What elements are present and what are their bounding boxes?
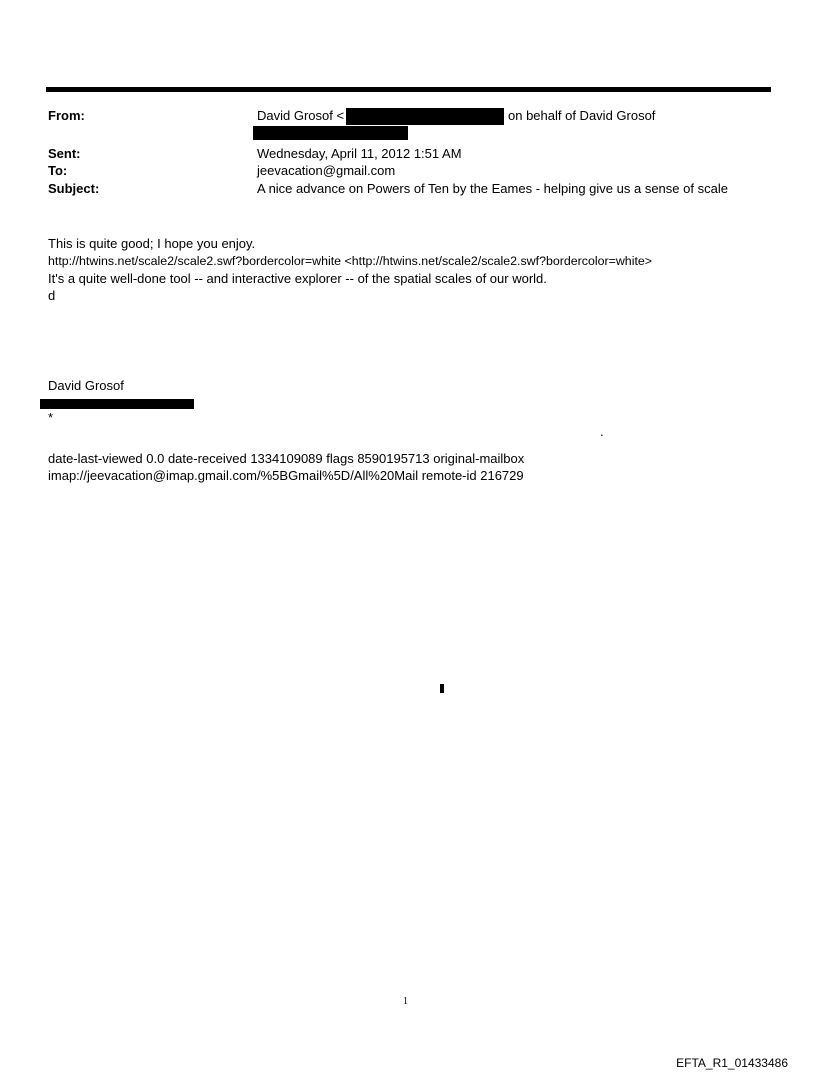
subject-label: Subject: (48, 181, 100, 196)
to-value: jeevacation@gmail.com (257, 163, 396, 178)
metadata-line: imap://jeevacation@imap.gmail.com/%5BGmail%5D/All%20Mail remote-id 216729 (48, 468, 524, 483)
signature-asterisk: * (48, 410, 54, 425)
sent-label: Sent: (48, 146, 81, 161)
subject-value: A nice advance on Powers of Ten by the Eames - helping give us a sense of scale (257, 181, 728, 196)
body-line: d (48, 288, 56, 303)
page-number: 1 (403, 996, 408, 1007)
redaction-bar (253, 126, 408, 140)
metadata-line: date-last-viewed 0.0 date-received 1334109089 flags 8590195713 original-mailbox (48, 451, 525, 466)
signature-name: David Grosof (48, 378, 124, 393)
stray-mark (440, 684, 444, 693)
document-id: EFTA_R1_01433486 (676, 1056, 788, 1070)
header-rule (46, 87, 771, 92)
body-line: It's a quite well-done tool -- and interactive explorer -- of the spatial scales of our world. (48, 271, 547, 286)
from-label: From: (48, 108, 85, 123)
body-line: This is quite good; I hope you enjoy. (48, 236, 256, 251)
stray-dot: . (600, 424, 604, 439)
to-label: To: (48, 163, 68, 178)
sent-value: Wednesday, April 11, 2012 1:51 AM (257, 146, 462, 161)
redaction-bar (346, 108, 504, 125)
body-link-line: http://htwins.net/scale2/scale2.swf?bordercolor=white <http://htwins.net/scale2/scale2.swf?bordercolor=white> (48, 254, 653, 268)
from-behalf-text: on behalf of David Grosof (508, 108, 656, 123)
redaction-bar (40, 399, 194, 409)
from-name: David Grosof < (257, 108, 345, 123)
